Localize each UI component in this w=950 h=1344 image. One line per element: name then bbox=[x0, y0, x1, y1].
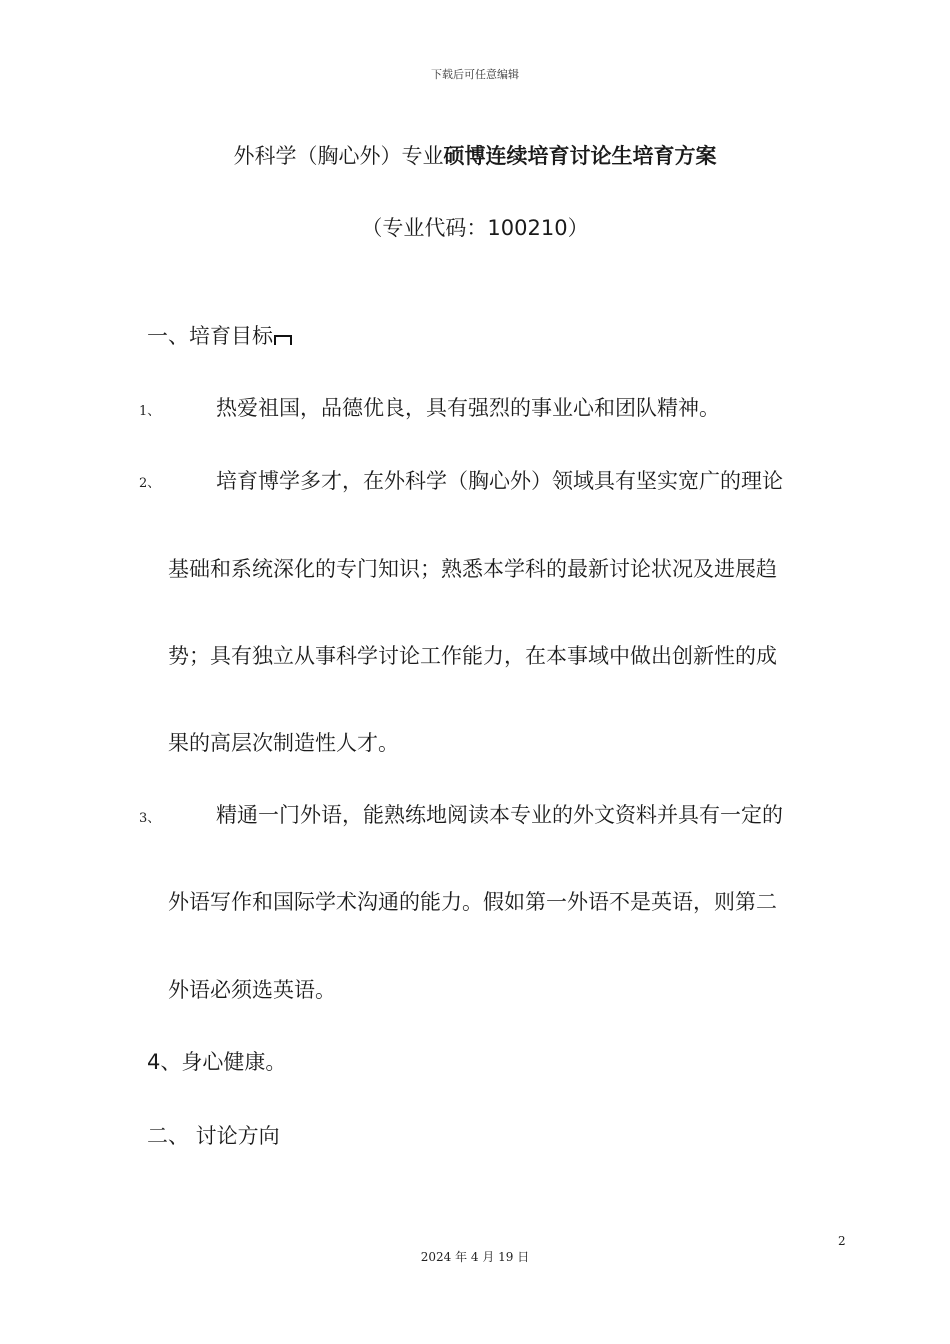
title-bold: 硕博连续培育讨论生培育方案 bbox=[443, 144, 717, 168]
page-number: 2 bbox=[838, 1234, 846, 1248]
section-heading-goals-text: 一、培育目标 bbox=[147, 324, 273, 348]
list-item-number: 2、 bbox=[139, 476, 161, 491]
section-heading-goals bbox=[147, 320, 292, 350]
list-item-text: 果的高层次制造性人才。 bbox=[168, 731, 399, 755]
major-code: （专业代码：100210） bbox=[361, 216, 589, 240]
list-item-text: 基础和系统深化的专门知识；熟悉本学科的最新讨论状况及进展趋 bbox=[168, 557, 777, 581]
document-title bbox=[0, 140, 950, 170]
list-item-text: 热爱祖国，品德优良，具有强烈的事业心和团队精神。 bbox=[216, 396, 720, 420]
page-header: 下载后可任意编辑 bbox=[431, 68, 519, 81]
list-item-text: 势；具有独立从事科学讨论工作能力，在本事域中做出创新性的成 bbox=[168, 644, 777, 668]
title-normal: 外科学（胸心外）专业 bbox=[233, 144, 444, 168]
list-item-number: 3、 bbox=[139, 811, 161, 826]
list-item-text: 外语写作和国际学术沟通的能力。假如第一外语不是英语，则第二 bbox=[168, 890, 777, 914]
section-heading-directions: 二、 讨论方向 bbox=[147, 1124, 280, 1148]
revision-mark-icon bbox=[274, 335, 292, 345]
list-item-text: 培育博学多才，在外科学（胸心外）领域具有坚实宽广的理论 bbox=[216, 469, 783, 493]
list-item-text: 4、身心健康。 bbox=[147, 1050, 287, 1074]
page-footer-date: 2024 年 4 月 19 日 bbox=[420, 1250, 530, 1264]
list-item-number: 1、 bbox=[139, 404, 161, 419]
list-item-text: 精通一门外语，能熟练地阅读本专业的外文资料并具有一定的 bbox=[216, 803, 783, 827]
list-item-text: 外语必须选英语。 bbox=[168, 978, 336, 1002]
